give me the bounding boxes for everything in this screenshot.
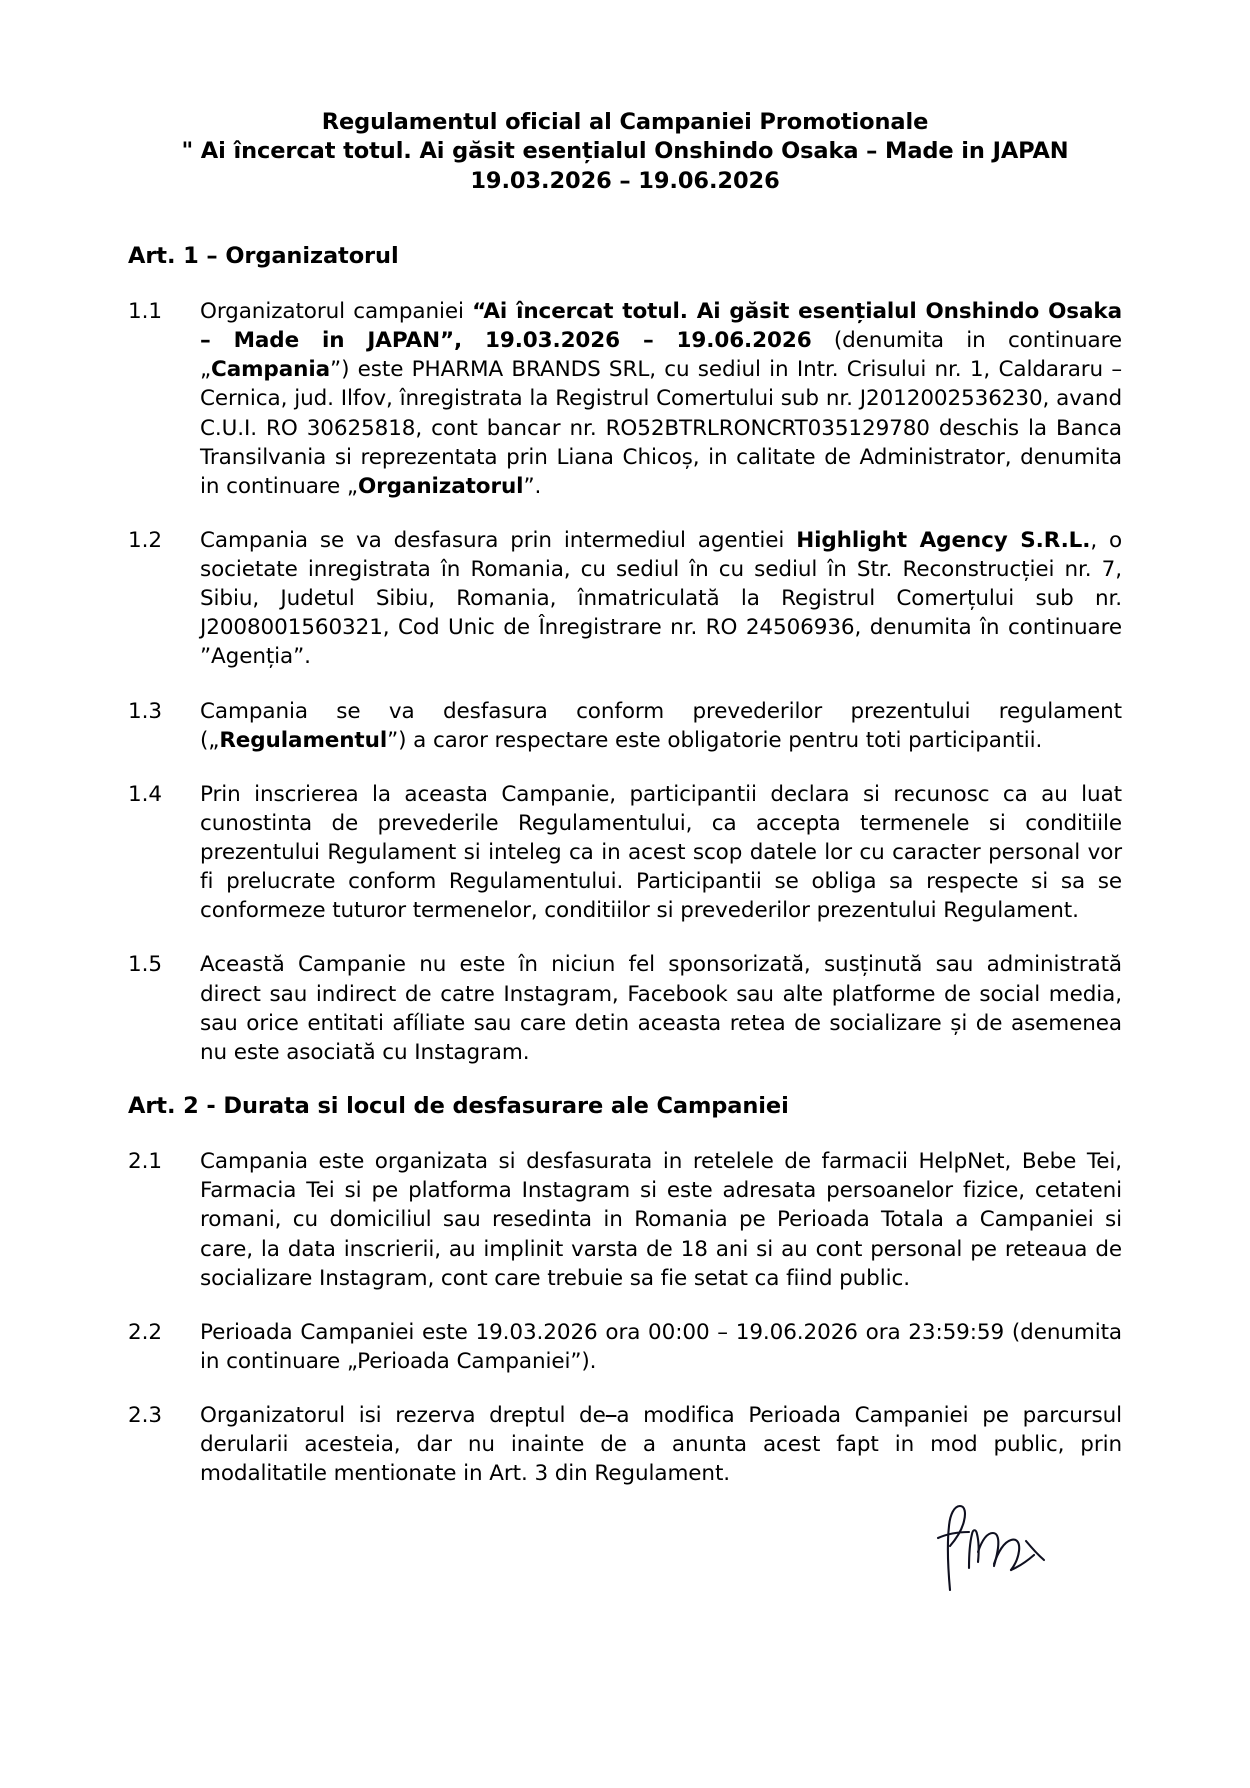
- clause-text-run: a modifica Perioada Campaniei pe parcursul derularii acesteia, dar nu inainte de a anunta acest fapt in mod public, prin modalitatile mentionate in Art. 3 din Regulament.: [200, 1403, 1122, 1487]
- clause-text-run: Campania se va desfasura prin intermediul agentiei: [200, 527, 797, 553]
- clause-number: 2.1: [128, 1149, 162, 1175]
- clause-text-run: Organizatorul campaniei: [200, 299, 473, 324]
- clause-text: [200, 697, 1122, 755]
- clause-text-run: , o societate inregistrata în Romania, cu sediul în cu sediul în Str. Reconstrucției nr. 7, Sibiu, Judetul Sibiu, Romania, înmatriculată la Registrul Comerțului sub nr. J2008001560321, Cod Unic de Înregistrare nr. RO 24506936, denumita în continuare ”Agenția”.: [200, 527, 1123, 670]
- clause: [128, 526, 1122, 672]
- clause-text-run: (denumita in continuare „: [200, 328, 1122, 383]
- clause-text-run: Campania este organizata si desfasurata in retelele de farmacii HelpNet, Bebe Tei, Farmacia Tei si pe platforma Instagram si este adresata persoanelor fizice, cetateni romani, cu domiciliul sau resedinta in Romania pe Perioada Totala a Campaniei si care, la data inscrierii, au implinit varsta de 18 ani si au cont personal pe reteaua de socializare Instagram, cont care trebuie sa fie setat ca fiind public.: [200, 1149, 1122, 1291]
- clause-text-run: ”) a caror respectare este obligatorie pentru toti participantii.: [387, 727, 1043, 753]
- clause: [128, 1147, 1122, 1293]
- clause: [128, 297, 1122, 501]
- article-heading: Art. 2 - Durata si locul de desfasurare ale Campaniei: [128, 1092, 789, 1119]
- article-container: [128, 242, 1122, 1489]
- document-title-line-3: 19.03.2026 – 19.06.2026: [470, 167, 780, 194]
- clause-text-emphasis: Campania: [211, 357, 331, 383]
- clause-text-run: Perioada Campaniei este 19.03.2026 ora 00:00 – 19.06.2026 ora 23:59:59 (denumita in continuare „Perioada Campaniei”).: [200, 1319, 1122, 1374]
- clause-text-emphasis: Regulamentul: [219, 727, 388, 753]
- clause: [128, 1318, 1122, 1376]
- clause: [128, 1401, 1122, 1488]
- handwritten-signature: [914, 1496, 1064, 1592]
- document-title-line-1: Regulamentul oficial al Campaniei Promotionale: [321, 109, 929, 135]
- clause-text-run: ”) este PHARMA BRANDS SRL, cu sediul in Intr. Crisului nr. 1, Caldararu – Cernica, jud. Ilfov, înregistrata la Registrul Comertului sub nr. J2012002536230, avand C.U.I. RO 30625818, cont bancar nr. RO52BTRLRONCRT035129780 deschis la Banca Transilvania si reprezentata prin Liana Chicoș, in calitate de Administrator, denumita in continuare „: [200, 357, 1122, 499]
- clause: [128, 697, 1122, 755]
- clause-text-run: Prin inscrierea la aceasta Campanie, participantii declara si recunosc ca au luat cunostinta de prevederile Regulamentului, ca accepta termenele si conditiile prezentului Regulament si inteleg ca in acest scop datele lor cu caracter personal vor fi prelucrate conform Regulamentului. Participantii se obliga sa respecte si sa se conformeze tuturor termenelor, conditiilor si prevederilor prezentului Regulament.: [200, 781, 1122, 924]
- clause-text-run: –: [605, 1403, 617, 1428]
- clause-text-emphasis: Highlight Agency S.R.L.: [796, 527, 1091, 553]
- clause-text: [200, 1147, 1122, 1293]
- clause-number: 1.2: [128, 527, 162, 553]
- clause-text-run: Această Campanie nu este în niciun fel sponsorizată, susținută sau administrată direct sau indirect de catre Instagram, Facebook sau alte platforme de social media, sau orice entitati afíliate sau care detin aceasta retea de socializare și de asemenea nu este asociată cu Instagram.: [200, 952, 1122, 1065]
- clause-text: [200, 780, 1122, 926]
- clause-text: [200, 950, 1122, 1067]
- clause-number: 1.4: [128, 781, 162, 807]
- clause-number: 2.2: [128, 1319, 162, 1345]
- clause-text-run: ”.: [523, 473, 542, 499]
- clause-number: 1.1: [128, 299, 162, 324]
- clause-text-emphasis: Organizatorul: [357, 473, 524, 499]
- clause-text: [200, 526, 1122, 672]
- clause-text-emphasis: “Ai încercat totul. Ai găsit esențialul Onshindo Osaka – Made in JAPAN”, 19.03.2026 – 19.06.2026: [200, 299, 1123, 354]
- document-title-line-2: " Ai încercat totul. Ai găsit esențialul Onshindo Osaka – Made in JAPAN: [181, 138, 1069, 165]
- clause: [128, 950, 1122, 1067]
- document-title: [128, 108, 1122, 196]
- clause-number: 1.5: [128, 952, 162, 978]
- clause-text: [200, 1318, 1122, 1376]
- clause-text-run: Organizatorul isi rezerva dreptul de: [200, 1403, 606, 1428]
- clause-number: 1.3: [128, 698, 162, 724]
- clause-number: 2.3: [128, 1403, 162, 1428]
- clause-text-run: Campania se va desfasura conform prevederilor prezentului regulament („: [200, 698, 1122, 753]
- clause: [128, 780, 1122, 926]
- article-heading: Art. 1 – Organizatorul: [128, 242, 399, 269]
- clause-text: [200, 297, 1122, 501]
- clause-text: [200, 1401, 1122, 1488]
